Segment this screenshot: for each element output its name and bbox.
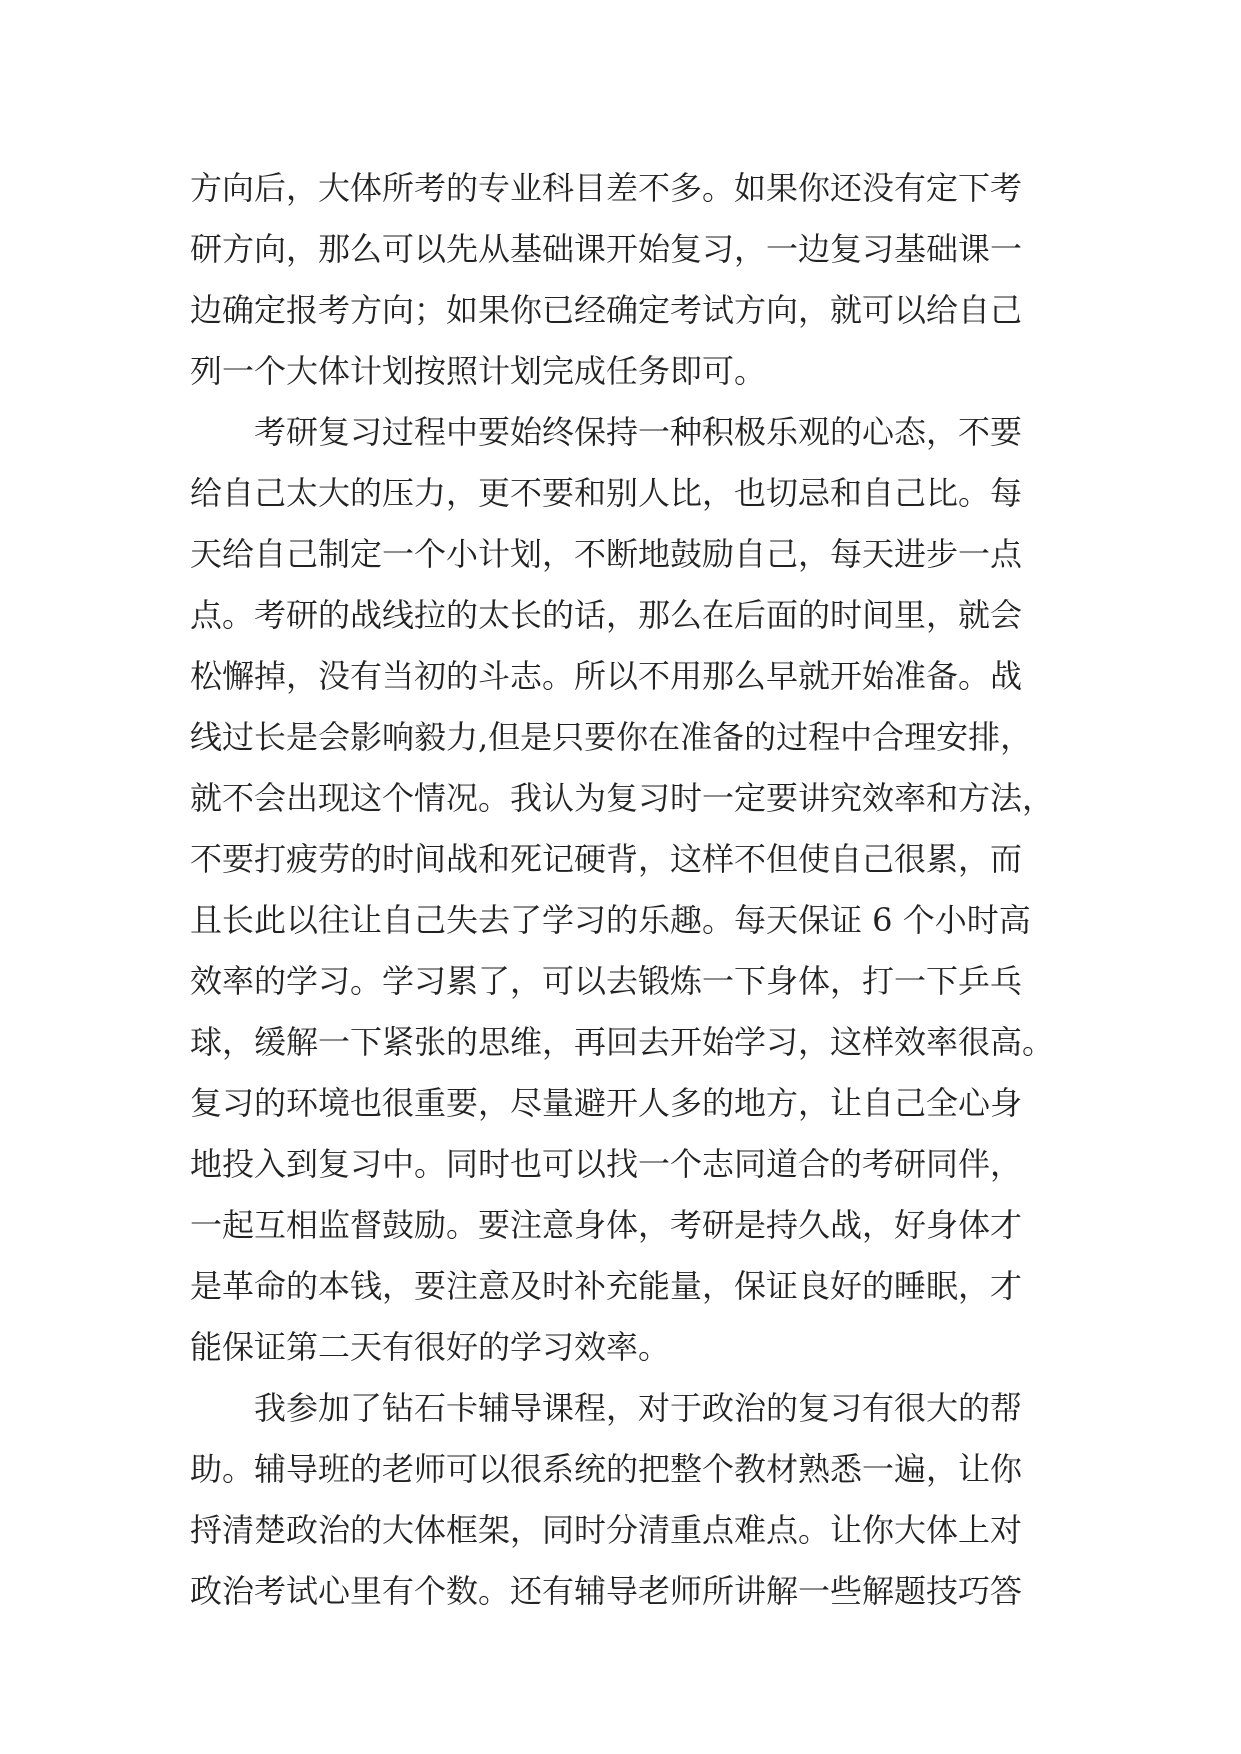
line-text: 给自己太大的压力，更不要和别人比，也切忌和自己比。每	[190, 474, 1023, 512]
text-line	[190, 1134, 1080, 1195]
line-text: 线过长是会影响毅力,但是只要你在准备的过程中合理安排，	[190, 718, 1033, 756]
text-line	[190, 585, 1080, 646]
text-line	[190, 1439, 1080, 1500]
line-text: 捋清楚政治的大体框架，同时分清重点难点。让你大体上对	[190, 1511, 1023, 1549]
line-text: 能保证第二天有很好的学习效率。	[190, 1328, 671, 1366]
text-line	[190, 280, 1080, 341]
text-line	[190, 1317, 1080, 1378]
text-line	[190, 646, 1080, 707]
text-line	[190, 1012, 1080, 1073]
line-text: 一起互相监督鼓励。要注意身体，考研是持久战，好身体才	[190, 1206, 1023, 1244]
body-text	[190, 158, 1080, 1622]
text-line	[190, 524, 1080, 585]
line-text: 不要打疲劳的时间战和死记硬背，这样不但使自己很累，而	[190, 840, 1023, 878]
text-line	[190, 707, 1080, 768]
line-text: 且长此以往让自己失去了学习的乐趣。每天保证 6 个小时高	[190, 901, 1031, 939]
text-line	[190, 768, 1080, 829]
text-line	[190, 1500, 1080, 1561]
text-line	[190, 951, 1080, 1012]
line-text: 是革命的本钱，要注意及时补充能量，保证良好的睡眠，才	[190, 1267, 1023, 1305]
line-text: 就不会出现这个情况。我认为复习时一定要讲究效率和方法，	[190, 779, 1055, 817]
text-line	[190, 1256, 1080, 1317]
line-text: 我参加了钻石卡辅导课程，对于政治的复习有很大的帮	[254, 1389, 1023, 1427]
line-text: 边确定报考方向；如果你已经确定考试方向，就可以给自己	[190, 291, 1023, 329]
paragraph-start-line	[190, 402, 1080, 463]
line-text: 点。考研的战线拉的太长的话，那么在后面的时间里，就会	[190, 596, 1023, 634]
line-text: 政治考试心里有个数。还有辅导老师所讲解一些解题技巧答	[190, 1572, 1023, 1610]
line-text: 松懈掉，没有当初的斗志。所以不用那么早就开始准备。战	[190, 657, 1023, 695]
text-line	[190, 341, 1080, 402]
text-line	[190, 158, 1080, 219]
line-text: 地投入到复习中。同时也可以找一个志同道合的考研同伴，	[190, 1145, 1023, 1183]
line-text: 研方向，那么可以先从基础课开始复习，一边复习基础课一	[190, 230, 1023, 268]
text-line	[190, 829, 1080, 890]
line-text: 方向后，大体所考的专业科目差不多。如果你还没有定下考	[190, 169, 1023, 207]
text-line	[190, 1561, 1080, 1622]
line-text: 天给自己制定一个小计划，不断地鼓励自己，每天进步一点	[190, 535, 1023, 573]
line-text: 考研复习过程中要始终保持一种积极乐观的心态，不要	[254, 413, 1023, 451]
line-text: 效率的学习。学习累了，可以去锻炼一下身体，打一下乒乓	[190, 962, 1023, 1000]
text-line	[190, 463, 1080, 524]
text-line	[190, 890, 1080, 951]
line-text: 复习的环境也很重要，尽量避开人多的地方，让自己全心身	[190, 1084, 1023, 1122]
line-text: 球，缓解一下紧张的思维，再回去开始学习，这样效率很高。	[190, 1023, 1055, 1061]
paragraph-start-line	[190, 1378, 1080, 1439]
text-line	[190, 1073, 1080, 1134]
text-line	[190, 219, 1080, 280]
line-text: 助。辅导班的老师可以很系统的把整个教材熟悉一遍，让你	[190, 1450, 1023, 1488]
text-line	[190, 1195, 1080, 1256]
line-text: 列一个大体计划按照计划完成任务即可。	[190, 352, 767, 390]
